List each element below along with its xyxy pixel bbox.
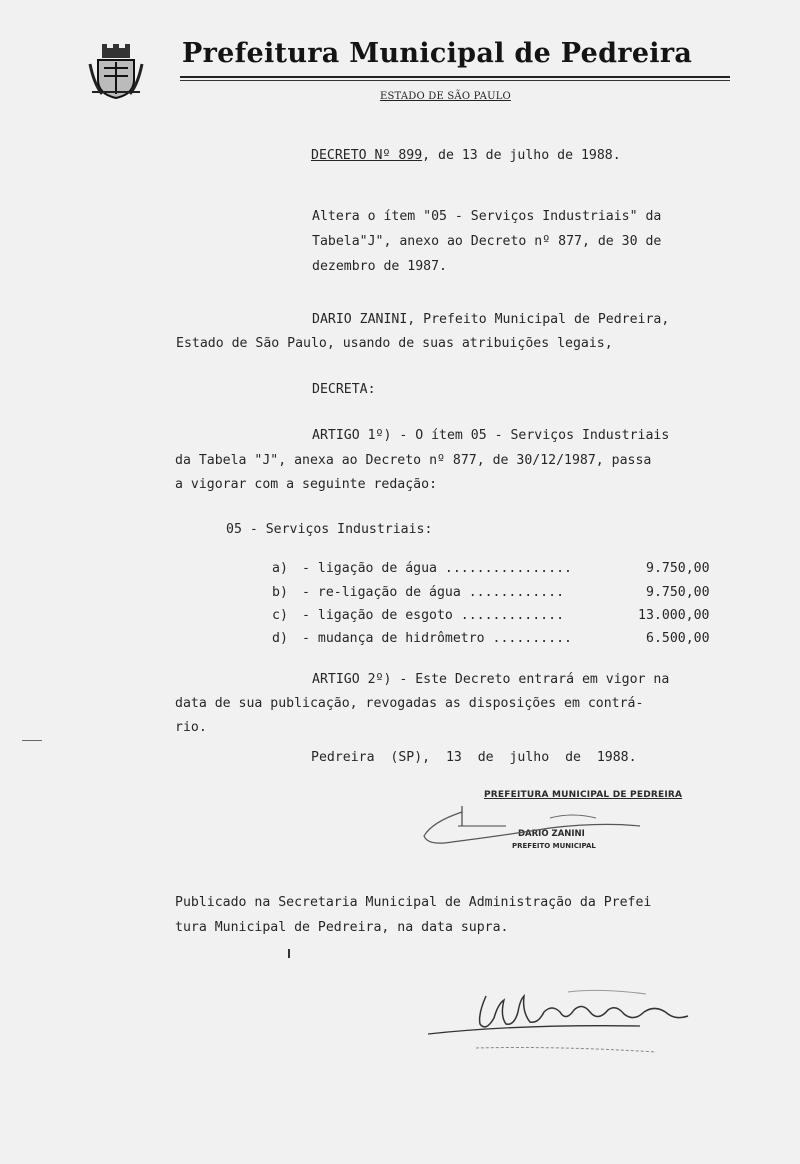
item-letter: a) [272, 561, 288, 576]
summary-line: Tabela"J", anexo ao Decreto nº 877, de 30 de [312, 234, 662, 249]
preamble-line: Estado de São Paulo, usando de suas atribuições legais, [176, 336, 613, 351]
signer-name: DARIO ZANINI [518, 829, 585, 839]
article-2-line: data de sua publicação, revogadas as disposições em contrá- [175, 696, 644, 711]
item-description: - mudança de hidrômetro .......... [302, 631, 572, 646]
publication-line: Publicado na Secretaria Municipal de Administração da Prefei [175, 895, 652, 910]
item-value: 9.750,00 [646, 585, 710, 600]
decreta-label: DECRETA: [312, 382, 376, 397]
decree-title: DECRETO Nº 899 [311, 148, 423, 163]
preamble-line: DARIO ZANINI, Prefeito Municipal de Pedreira, [312, 312, 670, 327]
item-description: - ligação de esgoto ............. [302, 608, 565, 623]
decree-date: , de 13 de julho de 1988. [422, 148, 621, 163]
article-2-line: rio. [175, 720, 207, 735]
stray-mark [288, 949, 290, 958]
section-heading: 05 - Serviços Industriais: [226, 522, 433, 537]
summary-line: dezembro de 1987. [312, 259, 447, 274]
summary-line: Altera o ítem "05 - Serviços Industriais" da [312, 209, 662, 224]
article-1-line: ARTIGO 1º) - O ítem 05 - Serviços Industriais [312, 428, 670, 443]
org-name-heading: Prefeitura Municipal de Pedreira [182, 38, 693, 69]
item-value: 6.500,00 [646, 631, 710, 646]
publication-line: tura Municipal de Pedreira, na data supra. [175, 920, 509, 935]
item-value: 13.000,00 [638, 608, 710, 623]
item-letter: c) [272, 608, 288, 623]
item-letter: b) [272, 585, 288, 600]
place-date: Pedreira (SP), 13 de julho de 1988. [311, 750, 637, 765]
item-description: - re-ligação de água ............ [302, 585, 565, 600]
article-1-line: a vigorar com a seguinte redação: [175, 477, 438, 492]
state-subtitle: ESTADO DE SÃO PAULO [380, 91, 511, 102]
item-description: - ligação de água ................ [302, 561, 572, 576]
signature-stamp: PREFEITURA MUNICIPAL DE PEDREIRA [484, 790, 683, 800]
signer-title: PREFEITO MUNICIPAL [512, 842, 596, 850]
article-2-line: ARTIGO 2º) - Este Decreto entrará em vigor na [312, 672, 670, 687]
item-value: 9.750,00 [646, 561, 710, 576]
article-1-line: da Tabela "J", anexa ao Decreto nº 877, de 30/12/1987, passa [175, 453, 652, 468]
item-letter: d) [272, 631, 288, 646]
margin-mark [22, 740, 42, 741]
